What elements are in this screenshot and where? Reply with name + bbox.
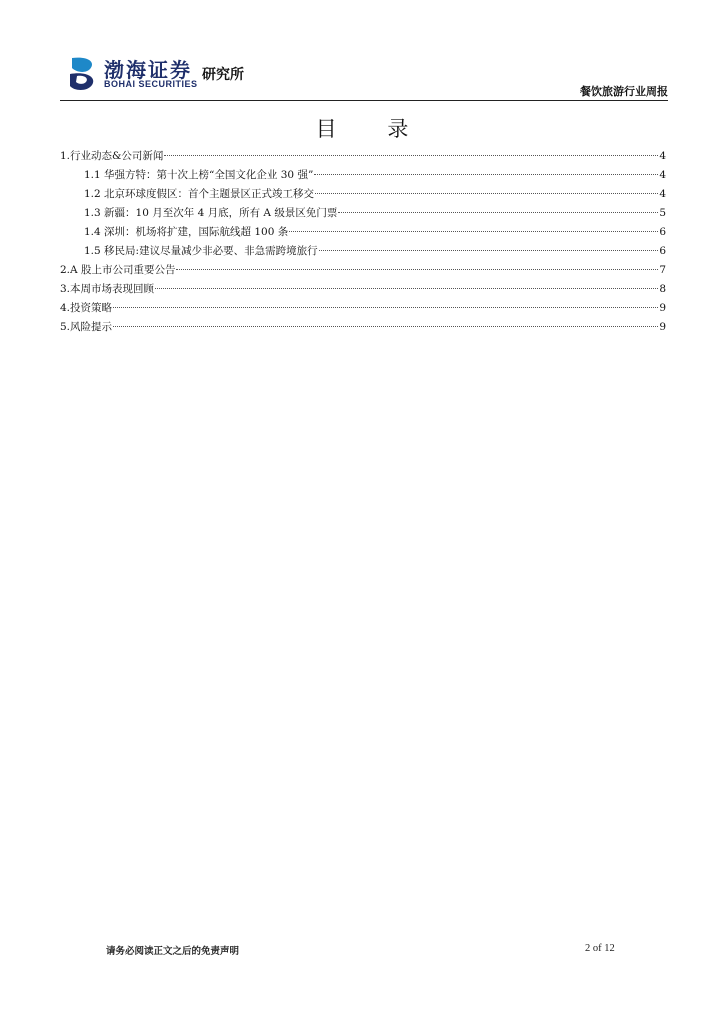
page-number: 2 of 12 [585,943,615,954]
bohai-logo-icon [68,56,98,92]
toc-dot-leader [314,174,658,175]
logo-chinese-name: 渤海证券 [104,58,192,82]
toc-entry[interactable] [60,167,666,186]
toc-entry[interactable] [60,224,666,243]
toc-entry-page: 7 [659,264,666,276]
toc-entry-title[interactable]: 1.1 华强方特：第十次上榜“全国文化企业 30 强” [84,169,314,181]
toc-entry[interactable] [60,243,666,262]
toc-entry-title[interactable]: 1.行业动态&公司新闻 [60,150,164,162]
footer-disclaimer: 请务必阅读正文之后的免责声明 [106,946,240,957]
toc-entry-title[interactable]: 5.风险提示 [60,321,113,333]
toc-dot-leader [289,231,658,232]
toc-entry[interactable] [60,281,666,300]
toc-dot-leader [315,193,658,194]
page-header [60,50,668,102]
toc-dot-leader [113,307,658,308]
toc-entry-page: 9 [659,321,666,333]
toc-dot-leader [176,269,658,270]
toc-entry[interactable] [60,262,666,281]
toc-entry-page: 4 [659,150,666,162]
toc-entry-page: 6 [659,226,666,238]
toc-entry-title[interactable]: 1.2 北京环球度假区：首个主题景区正式竣工移交 [84,188,315,200]
toc-entry-title[interactable]: 1.5 移民局:建议尽量减少非必要、非急需跨境旅行 [84,245,318,257]
toc-entry-title[interactable]: 4.投资策略 [60,302,113,314]
toc-entry-page: 9 [659,302,666,314]
toc-dot-leader [164,155,658,156]
toc-title: 目 录 [315,117,431,141]
toc-dot-leader [319,250,659,251]
toc-dot-leader [338,212,658,213]
toc-entry-title[interactable]: 1.4 深圳：机场将扩建，国际航线超 100 条 [84,226,289,238]
header-divider [60,100,668,101]
toc-entry-title[interactable]: 2.A 股上市公司重要公告 [60,264,176,276]
toc-dot-leader [113,326,658,327]
toc-entry[interactable] [60,148,666,167]
toc-entry-page: 6 [659,245,666,257]
toc-entry[interactable] [60,205,666,224]
toc-entry-page: 5 [659,207,666,219]
toc-entry-page: 4 [659,188,666,200]
toc-entry-page: 8 [659,283,666,295]
table-of-contents [60,148,666,338]
toc-entry[interactable] [60,319,666,338]
department-label: 研究所 [202,67,244,83]
report-type-label: 餐饮旅游行业周报 [580,85,668,98]
toc-entry-page: 4 [659,169,666,181]
toc-dot-leader [155,288,658,289]
logo-english-name: BOHAI SECURITIES [104,79,198,89]
toc-entry-title[interactable]: 1.3 新疆：10 月至次年 4 月底，所有 A 级景区免门票 [84,207,338,219]
toc-entry[interactable] [60,186,666,205]
toc-entry[interactable] [60,300,666,319]
toc-entry-title[interactable]: 3.本周市场表现回顾 [60,283,155,295]
